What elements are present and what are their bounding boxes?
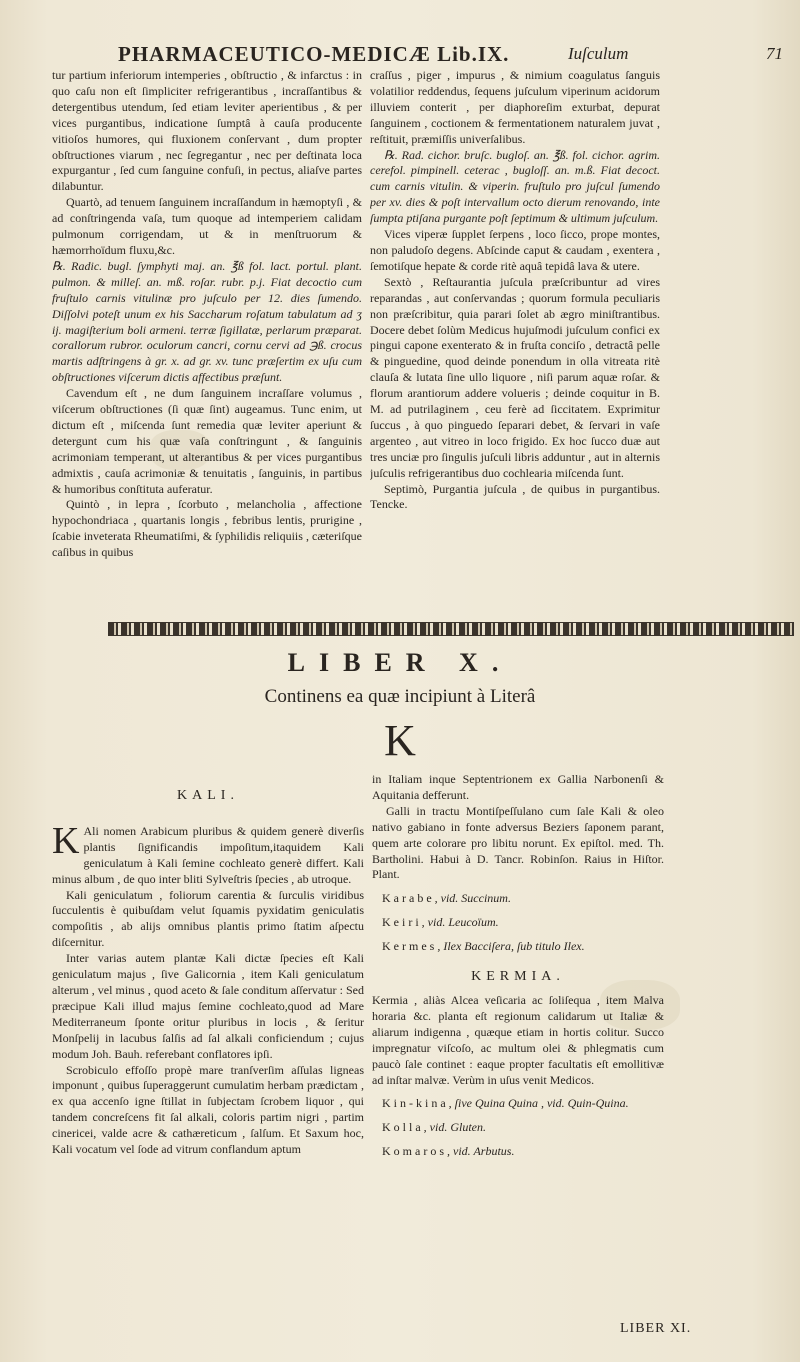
- left-column-bottom: [52, 788, 364, 1348]
- entry-name: Kin-kina: [382, 1096, 449, 1111]
- paragraph: Vices viperæ ſupplet ſerpens , loco ſicco, prope montes, non paludoſo degens. Abſcinde caput & caudam , exentera , ſemotiſque hepate & corde ritè aquâ tepidâ lava & utere.: [370, 227, 660, 273]
- right-column-bottom: [372, 772, 664, 1332]
- running-section: Iuſculum: [568, 44, 629, 63]
- cross-reference-entry: [382, 939, 664, 955]
- entry-reference: , vid. Leucoïum.: [421, 915, 499, 930]
- left-column-top: [52, 68, 362, 606]
- paragraph: Quartò, ad tenuem ſanguinem incraſſandum in hæmoptyſi , & ad conſtringenda vaſa, tum quoque ad intemperiem calidam pulmonum corrigendam, ut & in menſtruorum & hæmorrhoïdum fluxu,&c.: [52, 195, 362, 257]
- paragraph: Quintò , in lepra , ſcorbuto , melancholia , affectione hypochondriaca , quartanis longis , febribus lentis, prurigine , ſcabie inveterata Rheumatiſmi, & ſyphilidis reliquiis , cæteriſque caſibus in quibus: [52, 497, 362, 560]
- paragraph: Sextò , Reſtaurantia juſcula præſcribuntur ad vires reparandas , aut conſervandas ; quorum formula peculiaris non præſcribitur, quia parari ſolet ab ægro miniſtrantibus. Docere debet ſolùm Medicus hujuſmodi juſculum confici ex pingui capone exenterato & in fruſta conciſo , detractâ pelle & pinguedine, quod deinde ponendum in olla vitreata ritè clauſa & lutata ſine ullo liquore , niſi parum aquæ roſar. & florum arantiorum addere volueris ; deinde coquitur in B. M. ad putrilaginem , ceu ferè ad ſiccitatem. Exprimitur ſuccus , à quo pinguedo ſeparari debet, & ſervari in vaſe argenteo , aut vitreo in loco frigido. Ex hoc ſucco duæ aut tres unciæ pro ſingulis juſculi libris adduntur , aut in alternis juſculis refrigerantibus duo cochlearia miſcenda ſunt.: [370, 274, 660, 480]
- entry-name: Karabe: [382, 891, 435, 906]
- paragraph: Cavendum eſt , ne dum ſanguinem incraſſare volumus , viſcerum obſtructiones (ſi quæ ſint) augeamus. Tunc enim, ut dictum eſt , miſcenda ſunt remedia quæ leviter aperiunt & detergunt cum his quæ vaſa conſtringunt , & ſanguinis acrimoniam temperant, ut alterantibus & per vices purgantibus admixtis , cauſa acrimoniæ & tenuitatis , ſanguinis, in partibus & humoribus conſtituta auferatur.: [52, 386, 362, 496]
- running-title: PHARMACEUTICO-MEDICÆ Lib.IX.: [118, 42, 510, 66]
- book-subtitle: Continens ea quæ incipiunt à Literâ: [264, 686, 536, 707]
- paragraph: Kali geniculatum , foliorum carentia & ſurculis viridibus ſucculentis è quibuſdam velut ſquamis pyxidatim geniculatis compoſitis , ab alijs omnibus plantis primo ſtatim aſpectu diſcernitur.: [52, 887, 364, 950]
- book-title: LIBER X.: [287, 648, 513, 677]
- entry-name: Keiri: [382, 915, 422, 930]
- cross-reference-entry: [382, 915, 664, 931]
- paragraph: Inter varias autem plantæ Kali dictæ ſpecies eſt Kali geniculatum majus , ſive Galicornia , item Kali geniculatum alterum , vel minus , quod aceto & ſale conditum aſſervatur : Sed præcipue Kali illud majus ſemine cochleato,quod ad Mare Mediterraneum ſponte oritur pluribus in locis , & ſeritur Monſpelij in lacubus ſalſis ad ſal alkali conficiendum ; cujus modum Joh. Bauh. referebant conflatores ipſi.: [52, 951, 364, 1061]
- entry-name: Komaros: [382, 1144, 447, 1159]
- paragraph: Scrobiculo effoſſo propè mare tranſverſim aſſulas ligneas imponunt , quibus ſuperaggerunt cumulatim herbam prædictam , ex qua accenſo igne ſtillat in ſubjectam ſcrobem liquor , qui tandem concreſcens fit ſal alkali, coloris partim nigri , partim cinericei, valde acre & cathæreticum , ſalſum. Et Saxum hoc, Kali vocatum vel ſode ad vitrum conflandum aptum: [52, 1062, 364, 1157]
- paragraph: in Italiam inque Septentrionem ex Gallia Narbonenſi & Aquitania defferunt.: [372, 772, 664, 802]
- entry-reference: , vid. Succinum.: [434, 891, 511, 906]
- cross-reference-entry: [382, 1120, 664, 1136]
- right-column-top: [370, 68, 660, 598]
- paragraph: Septimò, Purgantia juſcula , de quibus in purgantibus. Tencke.: [370, 481, 660, 512]
- paragraph: tur partium inferiorum intemperies , obſtructio , & infarctus : in quo caſu non eſt ſimpliciter refrigerantibus , incraſſantibus & detergentibus utendum, ſed etiam leviter aperientibus , & per vices purgantibus, indicatione ſumptâ à cauſa producente vitioſos humores, qui fluxionem conſervant , dum propter obſtructiones viarum , nec ſegregantur , nec per deſtinata loca expurgantur , ſed cum ſanguine confuſi, in pectus, aliaſve partes dilabuntur.: [52, 68, 362, 194]
- recipe-paragraph: ℞. Rad. cichor. bruſc. bugloſ. an. ℥ß. fol. cichor. agrim. cerefol. pimpinell. ceterac , bugloſſ. an. m.ß. Fiat decoct. cum carnis vitulin. & viperin. fruſtulo pro juſcul ſumendo per xv. dies & poſt intervallum octo dierum renovando, inte ſumpta ptiſana purgante poſt ſeptimum & ultimum juſculum.: [370, 147, 660, 226]
- paragraph: Kermia , aliàs Alcea veſicaria ac ſoliſequa , item Malva horaria &c. planta eſt regionum calidarum ut Italiæ & aliarum indigenna , quæque etiam in hortis colitur. Succo impregnatur viſcoſo, ac multum olei & phlegmatis cum paucò ſale continet : eaque propter facultatis eſt emollitivæ ad inſtar malvæ. Verùm in uſus venit Medicos.: [372, 992, 664, 1087]
- drop-capital: K: [52, 819, 80, 862]
- recipe-paragraph: ℞. Radic. bugl. ſymphyti maj. an. ℥ß fol. lact. portul. plant. pulmon. & milleſ. an. mß. roſar. rubr. p.j. Fiat decoctio cum fruſtulo carnis vitulinæ pro juſculo per 12. dies ſumendo. Diſſolvi poteſt unum ex his Saccharum roſatum tabulatum ad ʒ ij. magiſterium boli armeni. terræ ſigillatæ, perlarum præparat. corallorum rubror. oculorum cancri, cornu cervi ad ℈ß. crocus martis adſtringens à gr. x. ad gr. xv. tunc præſertim ex uſu cum obſtructiones viſcerum dictis affectibus præſunt.: [52, 258, 362, 385]
- catchword: LIBER XI.: [620, 1321, 692, 1336]
- cross-reference-entry: [382, 1144, 664, 1160]
- paragraph: craſſus , piger , impurus , & nimium coagulatus ſanguis volatilior reddendus, ſequens juſculum viperinum acidorum illuviem conterit , per diaphoreſim exturbat, depurat ſanguinem , coctionem & fermentationem naturalem juvat , reſtituit, præmiſſis univerſalibus.: [370, 68, 660, 146]
- page-number: 71: [766, 44, 783, 63]
- entry-heading-kali: KALI.: [177, 788, 239, 803]
- entry-heading-kermia: KERMIA.: [471, 969, 565, 985]
- section-letter: K: [384, 716, 416, 765]
- entry-reference: , vid. Arbutus.: [447, 1144, 515, 1159]
- entry-name: Kolla: [382, 1120, 424, 1135]
- ornamental-band: [108, 622, 794, 636]
- entry-reference: , vid. Gluten.: [423, 1120, 486, 1135]
- entry-reference: , ſive Quina Quina , vid. Quin-Quina.: [448, 1096, 629, 1111]
- cross-reference-entry: [382, 891, 664, 907]
- paragraph: Galli in tractu Montiſpeſſulano cum ſale Kali & oleo nativo gabiano in fonte adversus Beziers ſaponem parant, quem arte colorare pro libitu norunt. Ex epiſtol. med. Th. Bartholini. Habui à D. Tancr. Robinſon. Raius in Hiſtor. Plant.: [372, 803, 664, 882]
- cross-reference-entry: [382, 1096, 664, 1112]
- paragraph: Ali nomen Arabicum pluribus & quidem generè diverſis plantis ſignificandis impoſitum,itaquidem Kali geniculatum à Kali ſemine cochleato generè differt. Kali minus album , de quo inter bliti Sylveſtris ſpecies , ab utroque.: [52, 823, 364, 886]
- entry-name: Kermes: [382, 939, 438, 954]
- entry-reference: , Ilex Bacciſera, ſub titulo Ilex.: [437, 939, 585, 954]
- running-head: [118, 42, 783, 66]
